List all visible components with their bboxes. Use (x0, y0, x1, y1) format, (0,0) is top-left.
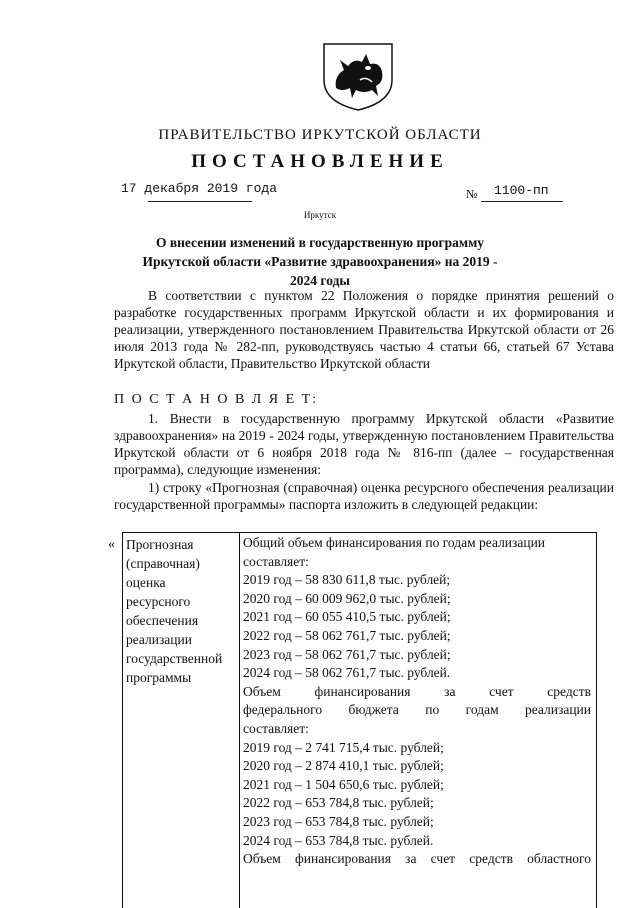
funding-line: Объем финансирования за счет средств областного (243, 851, 591, 867)
number-underline (481, 201, 563, 202)
table-left-cell (123, 533, 237, 689)
funding-line: Объем финансирования за счет средств (243, 683, 591, 699)
date-underline (148, 201, 252, 202)
left-cell-line: обеспечения (126, 613, 199, 628)
left-cell-line: государственной (126, 651, 223, 666)
funding-line: 2023 год – 653 784,8 тыс. рублей; (243, 813, 434, 829)
preamble-paragraph: В соответствии с пунктом 22 Положения о порядке принятия решений о разработке государственных программ Иркутской области и их формирования и реализации, утвержденного постановлением Правительства Иркутской области от 26 июля 2013 года № 282-пп, руководствуясь частью 4 статьи 66, статьей 67 Устава Иркутской области, Правительство Иркутской области (114, 288, 614, 371)
document-title: О внесении изменений в государственную программу Иркутской области «Развитие здравоохранения» на 2019 - 2024 годы (142, 235, 498, 288)
funding-line: 2021 год – 60 055 410,5 тыс. рублей; (243, 609, 451, 625)
document-type: ПОСТАНОВЛЕНИЕ (191, 151, 449, 172)
funding-line: составляет: (243, 553, 309, 569)
resolve-heading: П О С Т А Н О В Л Я Е Т: (114, 392, 319, 407)
table-column-divider (239, 533, 240, 908)
funding-line: 2023 год – 58 062 761,7 тыс. рублей; (243, 646, 451, 662)
funding-line: федерального бюджета по годам реализации (243, 702, 591, 718)
funding-line: 2024 год – 58 062 761,7 тыс. рублей. (243, 665, 451, 681)
funding-line: составляет: (243, 720, 309, 736)
document-date: 17 декабря 2019 года (121, 181, 278, 196)
left-cell-line: Прогнозная (126, 537, 194, 552)
funding-line: 2022 год – 653 784,8 тыс. рублей; (243, 795, 434, 811)
number-sign: № (466, 187, 478, 201)
document-number: 1100-пп (494, 183, 549, 198)
item-1-paragraph: 1. Внести в государственную программу Иркутской области «Развитие здравоохранения» на 2019 - 2024 годы, утвержденную постановлением Правительства Иркутской области от 6 ноября 2018 года № 816-пп (далее – государственная программа), следующие изменения: (114, 411, 614, 477)
passport-table (122, 532, 597, 908)
funding-line: 2022 год – 58 062 761,7 тыс. рублей; (243, 627, 451, 643)
funding-line: 2020 год – 2 874 410,1 тыс. рублей; (243, 758, 444, 774)
item-1-1-paragraph: 1) строку «Прогнозная (справочная) оценка ресурсного обеспечения реализации государственной программы» паспорта изложить в следующей редакции: (114, 480, 614, 512)
funding-line: Общий объем финансирования по годам реализации (243, 535, 546, 550)
open-quote: « (108, 537, 115, 552)
funding-line: 2020 год – 60 009 962,0 тыс. рублей; (243, 590, 451, 606)
funding-line: 2024 год – 653 784,8 тыс. рублей. (243, 832, 434, 848)
left-cell-line: ресурсного (126, 594, 191, 609)
funding-line: 2019 год – 58 830 611,8 тыс. рублей; (243, 572, 451, 588)
irkutsk-coat-of-arms-icon (318, 40, 398, 112)
funding-line: 2021 год – 1 504 650,6 тыс. рублей; (243, 776, 444, 792)
left-cell-line: реализации (126, 632, 192, 647)
table-right-cell (243, 533, 591, 869)
government-name: ПРАВИТЕЛЬСТВО ИРКУТСКОЙ ОБЛАСТИ (158, 127, 482, 143)
funding-line: 2019 год – 2 741 715,4 тыс. рублей; (243, 739, 444, 755)
left-cell-line: оценка (126, 575, 166, 590)
city-name: Иркутск (303, 210, 337, 220)
left-cell-line: (справочная) (126, 556, 200, 571)
left-cell-line: программы (126, 670, 192, 685)
